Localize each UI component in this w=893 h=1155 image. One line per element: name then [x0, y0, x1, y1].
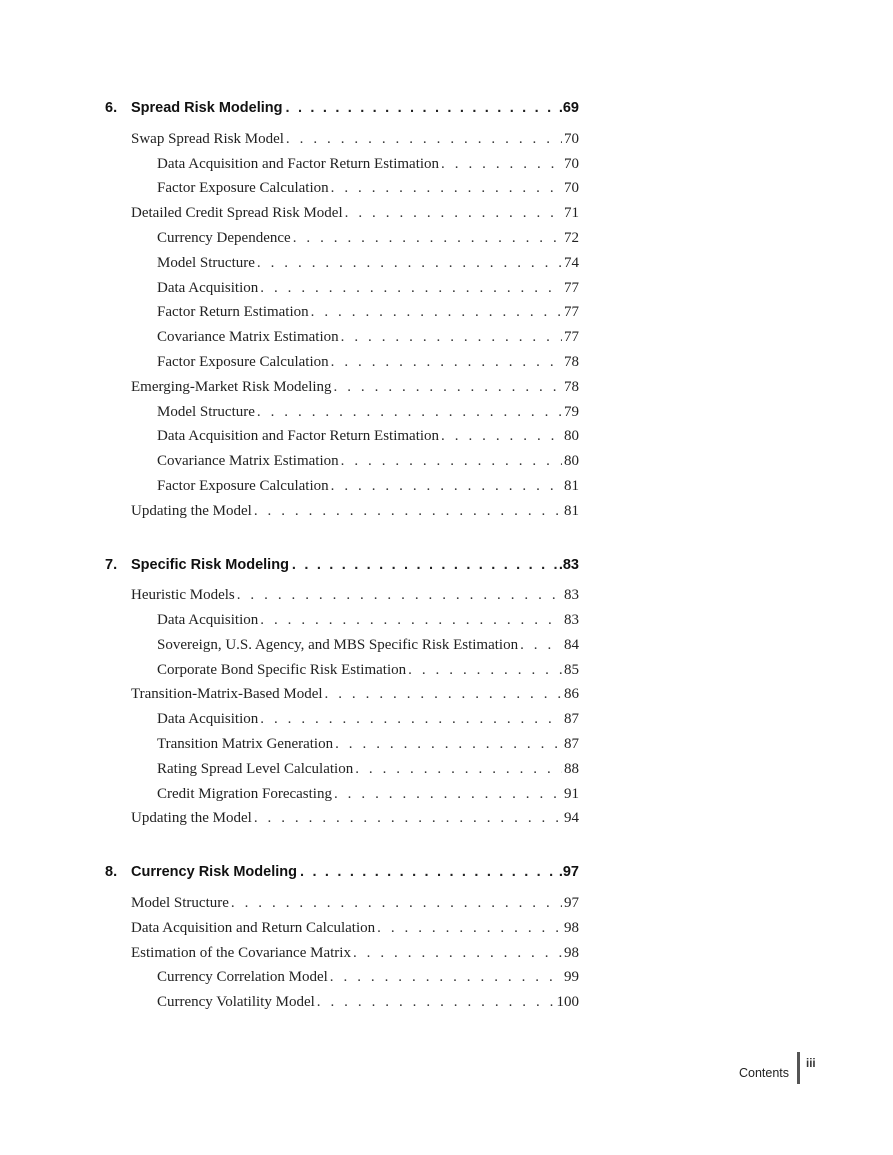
entry-title: Detailed Credit Spread Risk Model — [131, 205, 343, 221]
entry-title: Swap Spread Risk Model — [131, 131, 284, 147]
entry-page-number: 100 — [556, 994, 579, 1010]
chapter-number: 7. — [105, 557, 118, 573]
toc-entry[interactable] — [157, 761, 579, 783]
dot-leader — [351, 945, 562, 962]
entry-title: Transition Matrix Generation — [157, 736, 334, 752]
dot-leader — [229, 895, 562, 912]
entry-page-number: 94 — [564, 810, 579, 826]
toc-entry[interactable] — [131, 920, 579, 942]
entry-page-number: 79 — [564, 404, 579, 420]
entry-title: Model Structure — [131, 895, 229, 911]
dot-leader — [252, 810, 562, 827]
dot-leader — [255, 255, 562, 272]
dot-leader — [289, 557, 559, 573]
toc-entry[interactable] — [157, 711, 579, 733]
dot-leader — [329, 478, 562, 495]
entry-page-number: 98 — [564, 945, 579, 961]
entry-title: Model Structure — [157, 404, 255, 420]
toc-entry[interactable] — [131, 131, 579, 153]
toc-entry[interactable] — [157, 180, 579, 202]
toc-entry[interactable] — [157, 428, 579, 450]
dot-leader — [297, 864, 559, 880]
entry-title: Currency Volatility Model — [157, 994, 315, 1010]
chapter-page-number: .83 — [558, 557, 579, 573]
dot-leader — [282, 100, 558, 116]
dot-leader — [332, 379, 562, 396]
entry-page-number: 97 — [564, 895, 579, 911]
dot-leader — [258, 280, 562, 297]
entry-page-number: 91 — [564, 786, 579, 802]
dot-leader — [258, 612, 562, 629]
toc-entry[interactable] — [157, 404, 579, 426]
entry-title: Emerging-Market Risk Modeling — [131, 379, 332, 395]
entry-page-number: 81 — [564, 503, 579, 519]
entry-page-number: 70 — [564, 156, 579, 172]
dot-leader — [258, 711, 562, 728]
toc-entry[interactable] — [131, 503, 579, 525]
dot-leader — [252, 503, 562, 520]
toc-entry[interactable] — [157, 662, 579, 684]
entry-title: Sovereign, U.S. Agency, and MBS Specific Risk Estimation — [157, 637, 519, 653]
toc-entry[interactable] — [131, 379, 579, 401]
entry-title: Corporate Bond Specific Risk Estimation — [157, 662, 407, 678]
dot-leader — [439, 156, 562, 173]
entry-title: Covariance Matrix Estimation — [157, 329, 339, 345]
chapter-number: 6. — [105, 100, 118, 116]
dot-leader — [329, 354, 562, 371]
entry-page-number: 88 — [564, 761, 579, 777]
entry-page-number: 78 — [564, 354, 579, 370]
chapter-page-number: .97 — [558, 864, 579, 880]
entry-title: Currency Correlation Model — [157, 969, 328, 985]
entry-title: Updating the Model — [131, 810, 252, 826]
entry-title: Updating the Model — [131, 503, 252, 519]
toc-entry[interactable] — [157, 969, 579, 991]
entry-page-number: 84 — [564, 637, 579, 653]
toc-entry[interactable] — [157, 453, 579, 475]
entry-title: Factor Exposure Calculation — [157, 478, 329, 494]
entry-title: Heuristic Models — [131, 587, 235, 603]
entry-page-number: 70 — [564, 180, 579, 196]
chapter-heading-7[interactable] — [105, 557, 579, 581]
running-footer-label: Contents — [738, 1066, 789, 1080]
dot-leader — [328, 969, 562, 986]
entry-title: Factor Exposure Calculation — [157, 180, 329, 196]
toc-entry[interactable] — [157, 786, 579, 808]
toc-entry[interactable] — [157, 612, 579, 634]
toc-entry[interactable] — [131, 945, 579, 967]
entry-page-number: 87 — [564, 736, 579, 752]
dot-leader — [291, 230, 562, 247]
entry-page-number: 74 — [564, 255, 579, 271]
dot-leader — [339, 329, 562, 346]
toc-entry[interactable] — [157, 329, 579, 351]
dot-leader — [332, 786, 562, 803]
entry-title: Data Acquisition and Return Calculation — [131, 920, 376, 936]
toc-entry[interactable] — [157, 736, 579, 758]
toc-entry[interactable] — [157, 478, 579, 500]
toc-entry[interactable] — [131, 686, 579, 708]
entry-title: Estimation of the Covariance Matrix — [131, 945, 351, 961]
footer-page-number: iii — [806, 1058, 816, 1070]
entry-page-number: 98 — [564, 920, 579, 936]
entry-title: Model Structure — [157, 255, 255, 271]
entry-title: Data Acquisition — [157, 280, 259, 296]
dot-leader — [353, 761, 562, 778]
dot-leader — [323, 686, 562, 703]
entry-title: Factor Return Estimation — [157, 304, 309, 320]
entry-page-number: 85 — [564, 662, 579, 678]
entry-page-number: 81 — [564, 478, 579, 494]
entry-page-number: 80 — [564, 428, 579, 444]
toc-entry[interactable] — [157, 280, 579, 302]
entry-page-number: 77 — [564, 280, 579, 296]
footer-vertical-rule — [797, 1052, 800, 1084]
entry-title: Factor Exposure Calculation — [157, 354, 329, 370]
toc-entry[interactable] — [157, 304, 579, 326]
entry-title: Data Acquisition and Factor Return Estimation — [157, 156, 440, 172]
entry-title: Covariance Matrix Estimation — [157, 453, 339, 469]
toc-entry[interactable] — [157, 994, 579, 1016]
dot-leader — [315, 994, 555, 1011]
dot-leader — [284, 131, 562, 148]
toc-entry[interactable] — [157, 354, 579, 376]
toc-entry[interactable] — [157, 230, 579, 252]
entry-page-number: 87 — [564, 711, 579, 727]
chapter-page-number: .69 — [558, 100, 579, 116]
dot-leader — [329, 180, 562, 197]
entry-page-number: 83 — [564, 587, 579, 603]
toc-entry[interactable] — [157, 255, 579, 277]
dot-leader — [518, 637, 562, 654]
dot-leader — [343, 205, 562, 222]
toc-entry[interactable] — [131, 810, 579, 832]
entry-page-number: 80 — [564, 453, 579, 469]
entry-title: Credit Migration Forecasting — [157, 786, 332, 802]
chapter-heading-8[interactable] — [105, 864, 579, 888]
entry-page-number: 70 — [564, 131, 579, 147]
entry-page-number: 83 — [564, 612, 579, 628]
entry-title: Data Acquisition — [157, 612, 259, 628]
toc-entry[interactable] — [157, 156, 579, 178]
entry-title: Currency Dependence — [157, 230, 291, 246]
toc-entry[interactable] — [131, 205, 579, 227]
entry-title: Data Acquisition — [157, 711, 259, 727]
dot-leader — [339, 453, 562, 470]
entry-title: Data Acquisition and Factor Return Estimation — [157, 428, 440, 444]
chapter-number: 8. — [105, 864, 118, 880]
dot-leader — [375, 920, 562, 937]
entry-page-number: 78 — [564, 379, 579, 395]
toc-entry[interactable] — [131, 587, 579, 609]
entry-page-number: 71 — [564, 205, 579, 221]
dot-leader — [406, 662, 562, 679]
entry-title: Transition-Matrix-Based Model — [131, 686, 323, 702]
dot-leader — [255, 404, 562, 421]
chapter-title: Specific Risk Modeling — [131, 557, 289, 573]
dot-leader — [309, 304, 562, 321]
entry-page-number: 77 — [564, 329, 579, 345]
toc-entry[interactable] — [131, 895, 579, 917]
dot-leader — [439, 428, 562, 445]
toc-entry[interactable] — [157, 637, 579, 659]
dot-leader — [235, 587, 562, 604]
entry-page-number: 86 — [564, 686, 579, 702]
chapter-heading-6[interactable] — [105, 100, 579, 124]
chapter-title: Currency Risk Modeling — [131, 864, 297, 880]
chapter-title: Spread Risk Modeling — [131, 100, 283, 116]
entry-page-number: 72 — [564, 230, 579, 246]
entry-page-number: 77 — [564, 304, 579, 320]
entry-page-number: 99 — [564, 969, 579, 985]
dot-leader — [333, 736, 562, 753]
entry-title: Rating Spread Level Calculation — [157, 761, 354, 777]
